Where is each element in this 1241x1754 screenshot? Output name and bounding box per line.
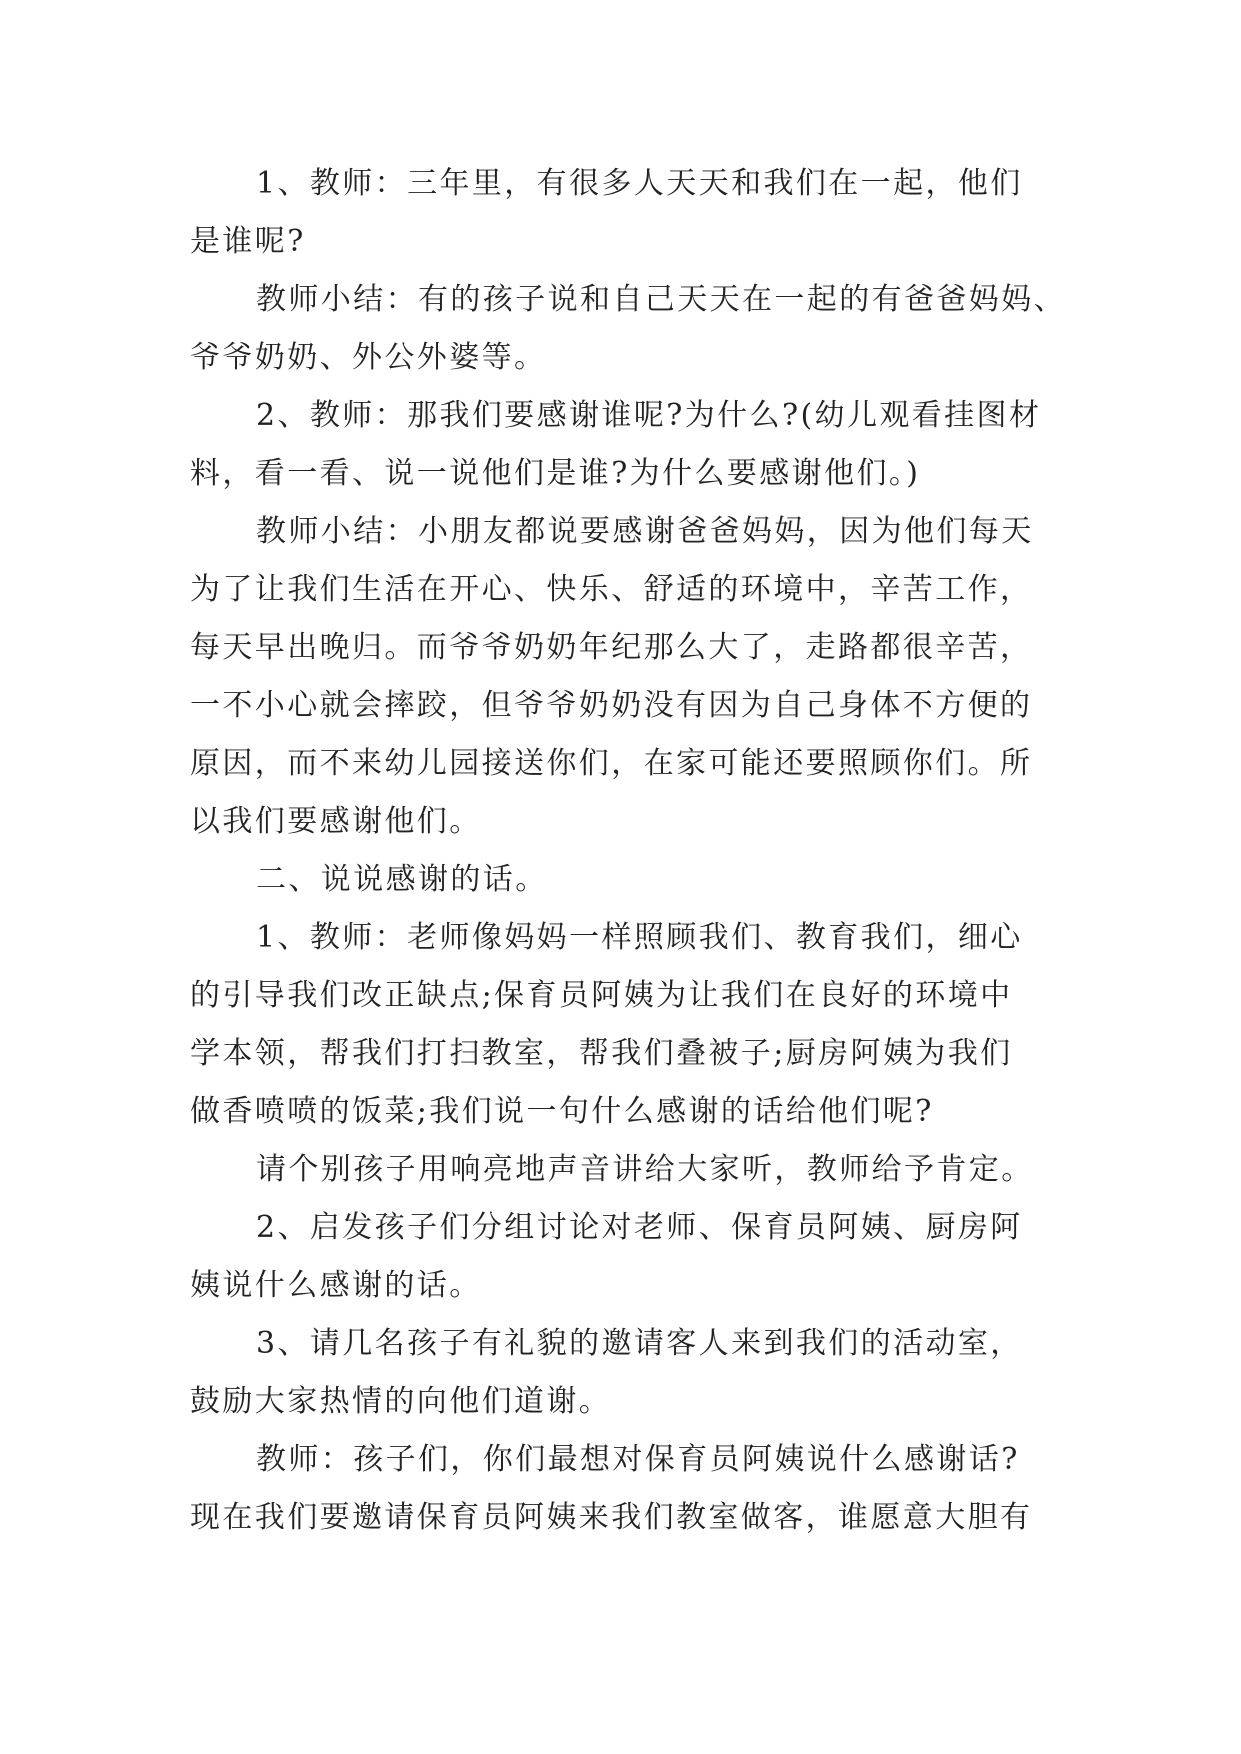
text-line: 3、请几名孩子有礼貌的邀请客人来到我们的活动室，	[256, 1326, 1023, 1361]
body-text	[190, 155, 1070, 1547]
text-line: 鼓励大家热情的向他们道谢。	[190, 1384, 612, 1419]
section-heading: 二、说说感谢的话。	[256, 862, 548, 897]
text-line: 为了让我们生活在开心、快乐、舒适的环境中，辛苦工作，	[190, 572, 1033, 607]
text-line: 现在我们要邀请保育员阿姨来我们教室做客，谁愿意大胆有	[190, 1500, 1033, 1535]
text-line: 学本领，帮我们打扫教室，帮我们叠被子;厨房阿姨为我们	[190, 1036, 1013, 1071]
text-line: 每天早出晚归。而爷爷奶奶年纪那么大了，走路都很辛苦，	[190, 630, 1033, 665]
text-line: 教师：孩子们，你们最想对保育员阿姨说什么感谢话?	[256, 1442, 1020, 1477]
text-line: 2、教师：那我们要感谢谁呢?为什么?(幼儿观看挂图材	[256, 398, 1042, 433]
text-line: 1、教师：三年里，有很多人天天和我们在一起，他们	[256, 166, 1023, 201]
text-line: 的引导我们改正缺点;保育员阿姨为让我们在良好的环境中	[190, 978, 1013, 1013]
text-line: 料，看一看、说一说他们是谁?为什么要感谢他们。)	[190, 456, 921, 491]
text-line: 一不小心就会摔跤，但爷爷奶奶没有因为自己身体不方便的	[190, 688, 1033, 723]
text-line: 是谁呢?	[190, 224, 306, 259]
text-line: 教师小结：有的孩子说和自己天天在一起的有爸爸妈妈、	[256, 282, 1066, 317]
text-line: 姨说什么感谢的话。	[190, 1268, 482, 1303]
text-line: 做香喷喷的饭菜;我们说一句什么感谢的话给他们呢?	[190, 1094, 934, 1129]
text-line: 以我们要感谢他们。	[190, 804, 482, 839]
text-line: 教师小结：小朋友都说要感谢爸爸妈妈，因为他们每天	[256, 514, 1034, 549]
text-line: 2、启发孩子们分组讨论对老师、保育员阿姨、厨房阿	[256, 1210, 1023, 1245]
text-line: 爷爷奶奶、外公外婆等。	[190, 340, 547, 375]
text-line: 请个别孩子用响亮地声音讲给大家听，教师给予肯定。	[256, 1152, 1034, 1187]
text-line: 1、教师：老师像妈妈一样照顾我们、教育我们，细心	[256, 920, 1023, 955]
text-line: 原因，而不来幼儿园接送你们，在家可能还要照顾你们。所	[190, 746, 1033, 781]
